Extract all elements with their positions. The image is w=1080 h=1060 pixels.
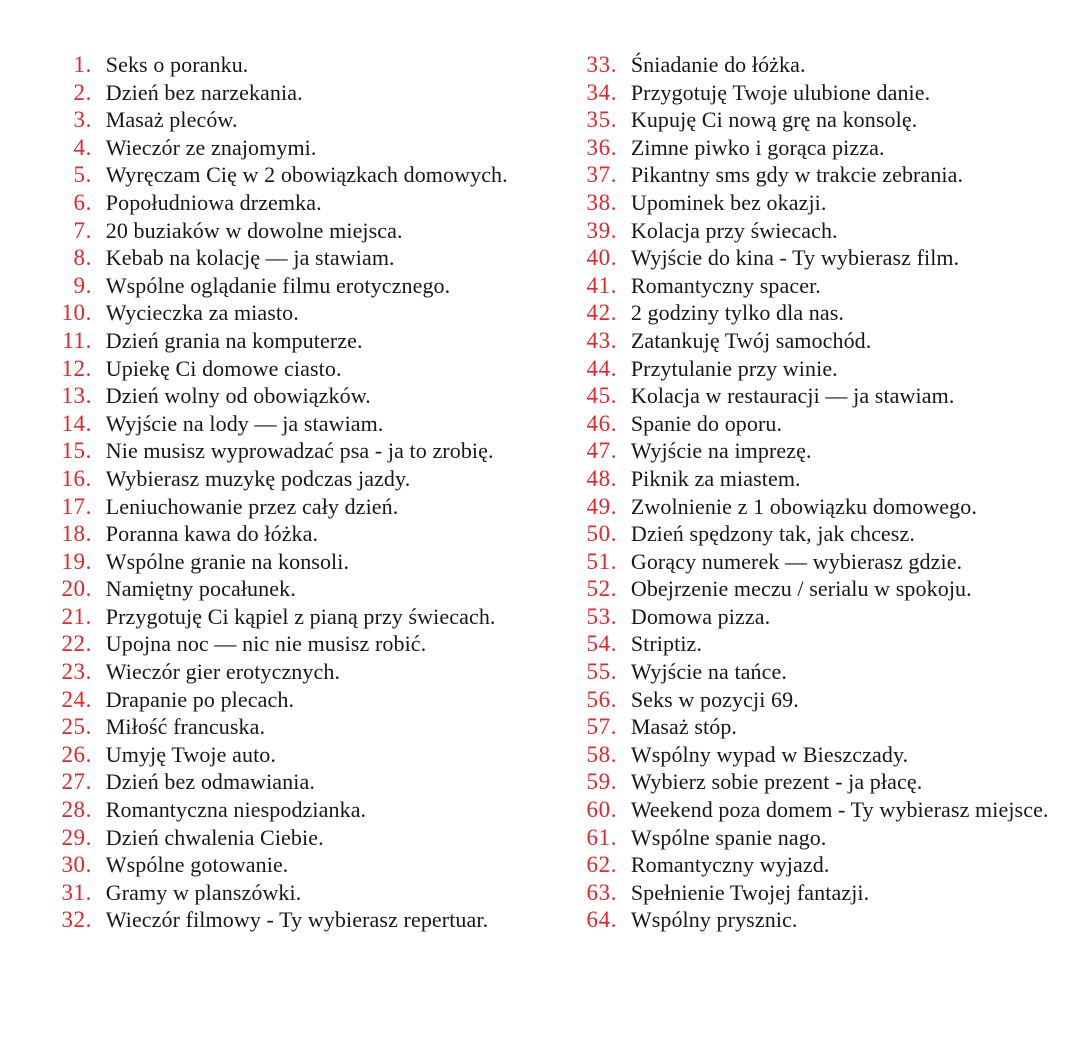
list-item-number: 48. [586, 465, 618, 491]
list-item-spacer [92, 852, 106, 878]
list-item-number: 17. [61, 493, 92, 519]
list-item-text: Obejrzenie meczu / serialu w spokoju. [630, 576, 972, 602]
list-item [46, 880, 523, 908]
list-item-spacer [92, 769, 106, 795]
list-item-spacer [617, 135, 631, 161]
list-item-number: 15. [61, 438, 92, 464]
list-item-text: Domowa pizza. [630, 603, 771, 629]
list-item-text: Dzień bez narzekania. [105, 79, 303, 105]
list-item-text: Kolacja przy świecach. [630, 217, 838, 243]
list-column-left [30, 52, 523, 935]
list-item [46, 604, 523, 632]
list-item-number: 34. [586, 79, 618, 105]
list-item-number: 29. [61, 824, 92, 850]
list-item-number: 64. [586, 907, 618, 933]
list-item [571, 273, 1050, 301]
list-item [46, 107, 523, 135]
list-item-spacer [92, 880, 106, 906]
list-item-number: 5. [73, 162, 92, 188]
list-item-number: 54. [586, 631, 618, 657]
list-item-spacer [92, 411, 106, 437]
list-item-spacer [617, 549, 631, 575]
list-item-number: 7. [73, 217, 92, 243]
list-item-number: 60. [586, 797, 618, 823]
list-item-number: 24. [61, 686, 92, 712]
list-item [46, 328, 523, 356]
list-item [571, 300, 1050, 328]
list-item-number: 18. [61, 521, 92, 547]
list-item [46, 714, 523, 742]
list-item-text: 2 godziny tylko dla nas. [630, 300, 845, 326]
list-item-number: 40. [586, 245, 618, 271]
list-item-spacer [617, 494, 631, 520]
list-item [571, 218, 1050, 246]
list-item-spacer [617, 80, 631, 106]
list-item [571, 659, 1050, 687]
list-item-text: Wieczór ze znajomymi. [105, 134, 317, 160]
list-item-number: 58. [586, 741, 618, 767]
list-item-text: Romantyczny spacer. [630, 272, 821, 298]
list-item-spacer [617, 245, 631, 271]
list-item-spacer [617, 356, 631, 382]
list-item-text: Seks o poranku. [105, 52, 249, 77]
list-item [571, 356, 1050, 384]
list-item [46, 742, 523, 770]
list-item-spacer [617, 604, 631, 630]
list-item-text: Wyjście na lody — ja stawiam. [105, 410, 384, 436]
list-item-number: 4. [73, 134, 92, 160]
list-item [571, 80, 1050, 108]
list-item-number: 21. [61, 603, 92, 629]
list-item-spacer [617, 107, 631, 133]
list-item-spacer [92, 80, 106, 106]
list-item-number: 1. [73, 52, 92, 77]
list-item-spacer [617, 797, 631, 823]
list-item-number: 16. [61, 465, 92, 491]
list-item-text: Kolacja w restauracji — ja stawiam. [630, 383, 955, 409]
list-item [571, 466, 1050, 494]
list-item-text: Wieczór filmowy - Ty wybierasz repertuar. [105, 907, 489, 933]
list-item-spacer [92, 604, 106, 630]
list-item-spacer [617, 300, 631, 326]
list-item [46, 852, 523, 880]
list-item-number: 27. [61, 769, 92, 795]
list-item-spacer [617, 521, 631, 547]
list-item-text: Striptiz. [630, 631, 702, 657]
list-item-spacer [92, 300, 106, 326]
list-item [571, 714, 1050, 742]
list-item-text: Dzień spędzony tak, jak chcesz. [630, 521, 915, 547]
list-item-number: 32. [61, 907, 92, 933]
list-item-spacer [92, 383, 106, 409]
list-item [46, 411, 523, 439]
list-item-number: 22. [61, 631, 92, 657]
list-item-text: Masaż stóp. [630, 714, 738, 740]
list-item [571, 245, 1050, 273]
list-item [571, 852, 1050, 880]
list-item-number: 8. [73, 245, 92, 271]
list-item [46, 383, 523, 411]
list-item-text: Wspólne granie na konsoli. [105, 548, 350, 574]
list-item [571, 411, 1050, 439]
list-item [46, 797, 523, 825]
list-item-number: 41. [586, 272, 618, 298]
list-item-number: 30. [61, 852, 92, 878]
list-item [46, 162, 523, 190]
list-item-number: 46. [586, 410, 618, 436]
list-item-spacer [92, 273, 106, 299]
list-item [46, 300, 523, 328]
list-item [571, 549, 1050, 577]
two-column-layout [30, 52, 1050, 935]
list-item [46, 631, 523, 659]
list-item-text: Zimne piwko i gorąca pizza. [630, 134, 885, 160]
list-item-spacer [92, 825, 106, 851]
list-item [571, 494, 1050, 522]
list-item-spacer [92, 466, 106, 492]
list-item [571, 383, 1050, 411]
list-item [46, 549, 523, 577]
list-item [571, 825, 1050, 853]
list-item [46, 466, 523, 494]
list-item-text: Wspólne oglądanie filmu erotycznego. [105, 272, 451, 298]
list-item-spacer [92, 356, 106, 382]
list-item-number: 12. [61, 355, 92, 381]
list-item-spacer [617, 769, 631, 795]
list-item [46, 190, 523, 218]
list-item-text: Wybierz sobie prezent - ja płacę. [630, 769, 923, 795]
list-item-text: Wyjście na tańce. [630, 659, 787, 685]
list-item-text: Zatankuję Twój samochód. [630, 327, 872, 353]
list-item-text: Poranna kawa do łóżka. [105, 521, 319, 547]
list-item-spacer [617, 383, 631, 409]
list-item [46, 52, 523, 80]
list-item-number: 11. [62, 327, 92, 353]
list-item-number: 47. [586, 438, 618, 464]
list-item-text: Wycieczka za miasto. [105, 300, 299, 326]
list-item-number: 49. [586, 493, 618, 519]
list-item-spacer [92, 438, 106, 464]
list-item-spacer [617, 852, 631, 878]
list-item-spacer [92, 162, 106, 188]
list-item-spacer [617, 687, 631, 713]
list-item-spacer [92, 328, 106, 354]
list-item [46, 687, 523, 715]
list-item-number: 10. [61, 300, 92, 326]
list-item-number: 19. [61, 548, 92, 574]
list-item-number: 56. [586, 686, 618, 712]
list-item-spacer [92, 52, 106, 78]
list-item-text: Wieczór gier erotycznych. [105, 659, 341, 685]
list-item [46, 356, 523, 384]
list-item [46, 576, 523, 604]
list-item-spacer [92, 218, 106, 244]
list-item [46, 494, 523, 522]
list-item-spacer [92, 135, 106, 161]
list-item [571, 631, 1050, 659]
list-item [571, 797, 1050, 825]
list-item-text: Dzień chwalenia Ciebie. [105, 824, 324, 850]
list-item-text: Dzień grania na komputerze. [105, 327, 363, 353]
list-item-text: Drapanie po plecach. [105, 686, 295, 712]
list-item-number: 14. [61, 410, 92, 436]
list-item [46, 245, 523, 273]
list-item-number: 61. [586, 824, 618, 850]
list-item-number: 37. [586, 162, 618, 188]
list-item-spacer [92, 521, 106, 547]
list-item-spacer [617, 880, 631, 906]
list-item-spacer [92, 631, 106, 657]
list-item-text: Wyręczam Cię w 2 obowiązkach domowych. [105, 162, 508, 188]
list-item [571, 742, 1050, 770]
list-item-text: Umyję Twoje auto. [105, 741, 276, 767]
list-item-number: 42. [586, 300, 618, 326]
list-item-number: 31. [61, 879, 92, 905]
list-item-text: Popołudniowa drzemka. [105, 189, 322, 215]
list-item-number: 25. [61, 714, 92, 740]
list-item [46, 135, 523, 163]
list-item-number: 2. [73, 79, 92, 105]
list-item-spacer [92, 742, 106, 768]
list-item-text: Piknik za miastem. [630, 465, 801, 491]
list-item-number: 50. [586, 521, 618, 547]
list-item [571, 604, 1050, 632]
list-item-spacer [617, 825, 631, 851]
list-item-spacer [617, 714, 631, 740]
list-item-text: Upominek bez okazji. [630, 189, 827, 215]
list-item-number: 51. [586, 548, 618, 574]
list-item-number: 36. [586, 134, 618, 160]
list-item [571, 576, 1050, 604]
list-item [571, 135, 1050, 163]
list-item-number: 33. [586, 52, 618, 77]
list-item-spacer [617, 907, 631, 933]
list-item-number: 26. [61, 741, 92, 767]
list-item-text: Gramy w planszówki. [105, 879, 302, 905]
list-item-text: Wyjście do kina - Ty wybierasz film. [630, 245, 960, 271]
list-item-text: Gorący numerek — wybierasz gdzie. [630, 548, 963, 574]
list-item [571, 162, 1050, 190]
list-item-spacer [617, 52, 631, 78]
list-item-text: Weekend poza domem - Ty wybierasz miejsce. [630, 797, 1049, 823]
list-item [46, 273, 523, 301]
list-item-text: Przygotuję Ci kąpiel z pianą przy świecach. [105, 603, 496, 629]
list-item-number: 52. [586, 576, 618, 602]
list-item-spacer [617, 466, 631, 492]
list-column-right [549, 52, 1050, 935]
list-item-spacer [92, 797, 106, 823]
list-item [46, 659, 523, 687]
list-item-spacer [617, 218, 631, 244]
list-item-spacer [617, 190, 631, 216]
list-item-number: 62. [586, 852, 618, 878]
list-item-text: Spełnienie Twojej fantazji. [630, 879, 870, 905]
list-item-text: Wspólne spanie nago. [630, 824, 827, 850]
list-item [571, 328, 1050, 356]
list-item-number: 39. [586, 217, 618, 243]
list-item-spacer [617, 576, 631, 602]
list-item-text: 20 buziaków w dowolne miejsca. [105, 217, 403, 243]
list-item-spacer [617, 411, 631, 437]
list-item-spacer [617, 659, 631, 685]
list-item-text: Upojna noc — nic nie musisz robić. [105, 631, 427, 657]
list-item-number: 23. [61, 659, 92, 685]
list-item [571, 52, 1050, 80]
list-item [46, 769, 523, 797]
list-item-text: Wspólne gotowanie. [105, 852, 289, 878]
list-item-number: 28. [61, 797, 92, 823]
list-item [46, 438, 523, 466]
list-item [571, 438, 1050, 466]
list-item-number: 9. [73, 272, 92, 298]
list-item-number: 53. [586, 603, 618, 629]
list-item [46, 907, 523, 935]
list-item [46, 825, 523, 853]
list-item-text: Zwolnienie z 1 obowiązku domowego. [630, 493, 977, 519]
list-item [571, 907, 1050, 935]
list-item-spacer [92, 190, 106, 216]
list-item-spacer [617, 742, 631, 768]
list-item-text: Leniuchowanie przez cały dzień. [105, 493, 399, 519]
list-item-text: Seks w pozycji 69. [630, 686, 799, 712]
list-item [571, 769, 1050, 797]
list-item-spacer [92, 107, 106, 133]
list-item-text: Przygotuję Twoje ulubione danie. [630, 79, 931, 105]
list-item [571, 107, 1050, 135]
list-item-number: 13. [61, 383, 92, 409]
list-item [571, 190, 1050, 218]
list-item-spacer [92, 245, 106, 271]
list-item-number: 20. [61, 576, 92, 602]
list-item-spacer [92, 549, 106, 575]
list-item-text: Śniadanie do łóżka. [630, 52, 806, 77]
list-item-text: Upiekę Ci domowe ciasto. [105, 355, 342, 381]
list-item-number: 3. [73, 107, 92, 133]
list-item-text: Wspólny prysznic. [630, 907, 798, 933]
list-item-spacer [92, 494, 106, 520]
list-item-number: 57. [586, 714, 618, 740]
list-item-spacer [617, 631, 631, 657]
list-item-text: Dzień bez odmawiania. [105, 769, 315, 795]
list-item-text: Wspólny wypad w Bieszczady. [630, 741, 909, 767]
list-item-text: Wybierasz muzykę podczas jazdy. [105, 465, 411, 491]
list-item-spacer [617, 162, 631, 188]
list-item-number: 59. [586, 769, 618, 795]
list-item-number: 6. [73, 189, 92, 215]
list-item-spacer [617, 273, 631, 299]
list-item-text: Kupuję Ci nową grę na konsolę. [630, 107, 918, 133]
list-item [571, 521, 1050, 549]
list-item-text: Masaż pleców. [105, 107, 238, 133]
list-item-spacer [92, 687, 106, 713]
list-item-spacer [617, 328, 631, 354]
list-item-spacer [92, 576, 106, 602]
list-item-number: 44. [586, 355, 618, 381]
list-item-text: Wyjście na imprezę. [630, 438, 812, 464]
list-item-text: Przytulanie przy winie. [630, 355, 838, 381]
list-item-spacer [92, 714, 106, 740]
list-item-number: 43. [586, 327, 618, 353]
list-item-text: Kebab na kolację — ja stawiam. [105, 245, 395, 271]
list-item-text: Spanie do oporu. [630, 410, 783, 436]
list-item [571, 687, 1050, 715]
list-item-text: Dzień wolny od obowiązków. [105, 383, 371, 409]
list-item [571, 880, 1050, 908]
list-item-spacer [92, 659, 106, 685]
list-item-number: 35. [586, 107, 618, 133]
list-item-spacer [92, 907, 106, 933]
list-item-text: Romantyczna niespodzianka. [105, 797, 367, 823]
list-item-text: Nie musisz wyprowadzać psa - ja to zrobię. [105, 438, 494, 464]
list-item-text: Romantyczny wyjazd. [630, 852, 830, 878]
list-item-number: 63. [586, 879, 618, 905]
list-item-text: Pikantny sms gdy w trakcie zebrania. [630, 162, 964, 188]
list-item-spacer [617, 438, 631, 464]
list-item [46, 521, 523, 549]
list-item [46, 80, 523, 108]
list-item-text: Namiętny pocałunek. [105, 576, 296, 602]
list-item-number: 55. [586, 659, 618, 685]
list-item [46, 218, 523, 246]
list-item-number: 45. [586, 383, 618, 409]
list-item-text: Miłość francuska. [105, 714, 266, 740]
list-item-number: 38. [586, 189, 618, 215]
